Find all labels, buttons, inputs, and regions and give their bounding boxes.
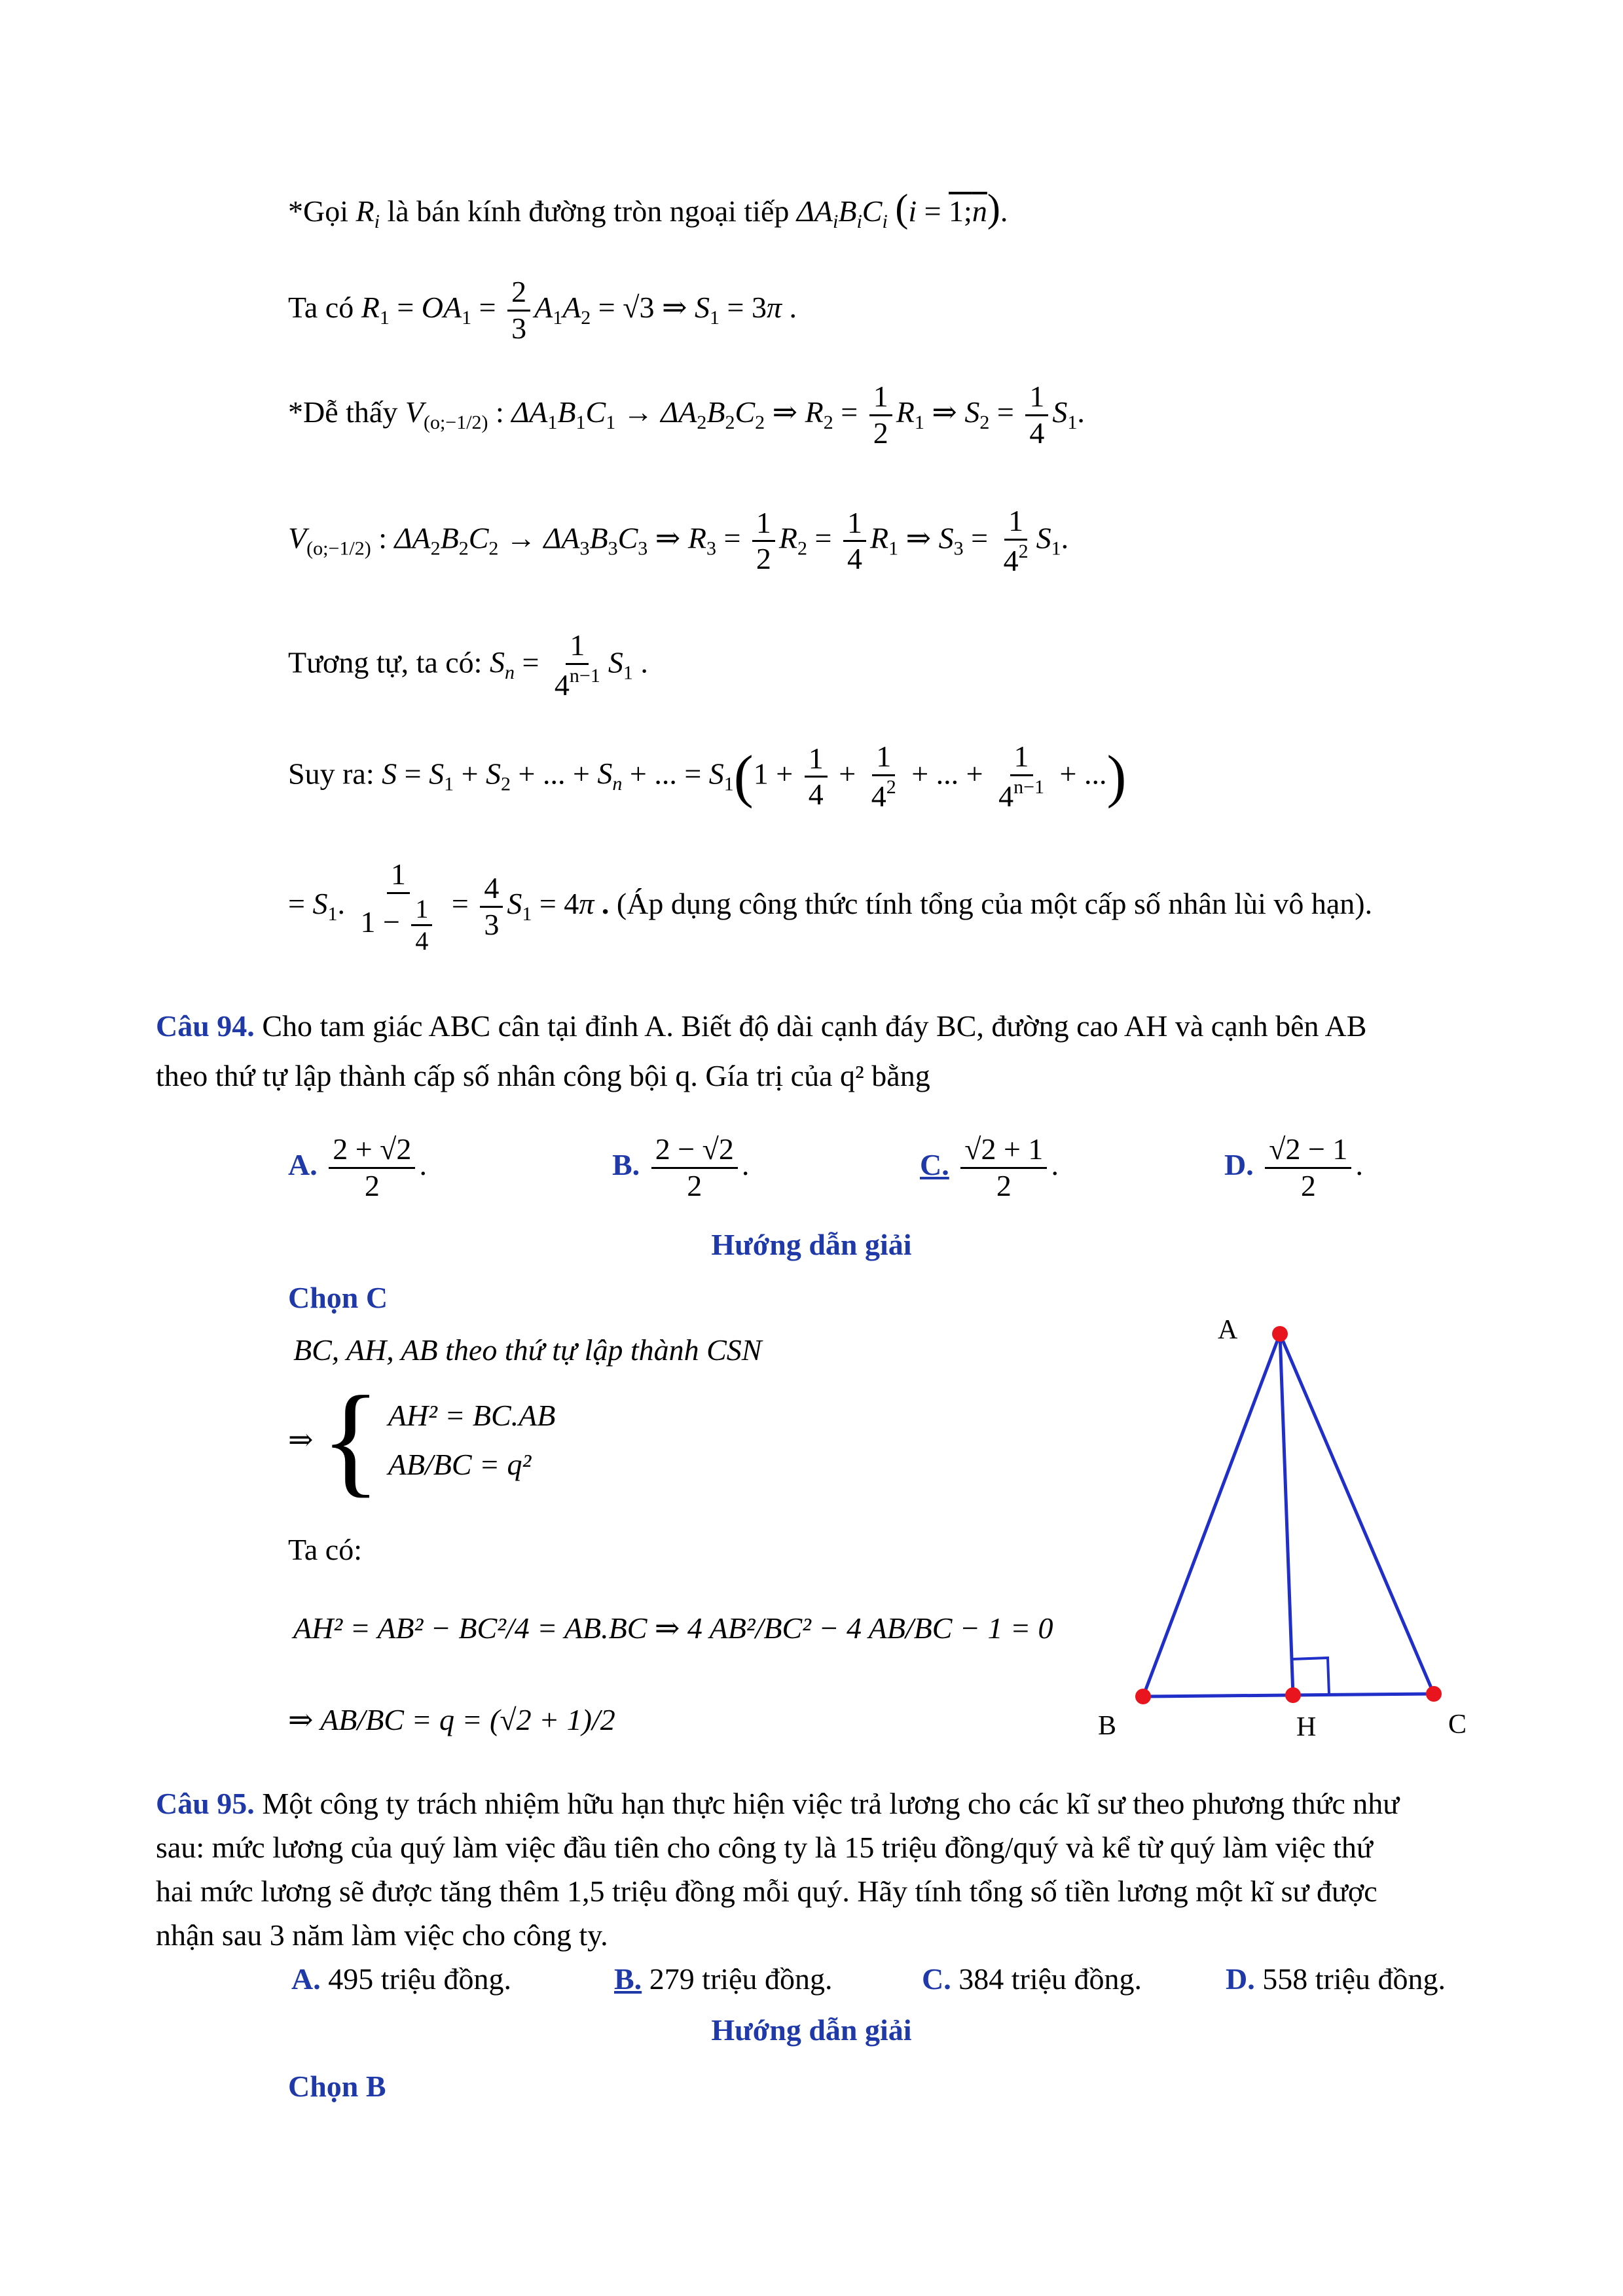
label-C: C [1448,1710,1467,1740]
q95-text-line2: sau: mức lương của quý làm việc đầu tiên cho công ty là 15 triệu đồng/quý và kể từ quý làm việc thứ [156,1831,1373,1864]
q94-option-b[interactable]: B. $\frac{2 - √2}{2}$ . [612,1132,750,1202]
sol93-line6: Suy ra: $S = S_1 + S_2$ + ... + $S_n$ + ... = $S_1(1$ + $\frac{1}{4}$ + $\frac{1}{4^2}$ + ... + $\frac{1}{4^{n-1}}$ + ...) [288,740,1127,813]
q94-guide-title: Hướng dẫn giải [711,1228,912,1261]
q94-choose: Chọn C [288,1281,388,1314]
sol93-line7: = $S_1$. 1 1 − $\frac{1}{4}$ = $\frac{4}{3}$ $S_1 = 4\pi$ . (Áp dụng công thức tính tổng của một cấp số nhân lùi vô hạn). [288,857,1373,956]
triangle-figure [1080,1296,1525,1754]
point-h [1285,1687,1301,1703]
sol93-line3: *Dễ thấy $V_{(o;-1/2)}$ : $\Delta A_1B_1C_1 \to \Delta A_2B_2C_2$ ⇒ $R_2$ = $\frac{1}{2}$ $R_1$ ⇒ $S_2$ = $\frac{1}{4}$ $S_1$. [288,380,1085,450]
q95-option-d[interactable]: D. 558 triệu đồng. [1226,1962,1446,1996]
q94-step5: AH² = AB² − BC²/4 = AB.BC ⇒ 4 AB²/BC² − 4 AB/BC − 1 = 0 [293,1611,1053,1645]
right-angle-mark [1292,1658,1329,1694]
altitude-ah [1280,1334,1293,1695]
sol93-line2: Ta có $R_1 = OA_1$ = $\frac{2}{3}$ $A_1A_2 = √3$ ⇒ $S_1 = 3\pi$ . [288,275,797,345]
side-ac [1280,1334,1434,1694]
q95-option-b[interactable]: B. 279 triệu đồng. [614,1962,833,1996]
q94-step1: BC, AH, AB theo thứ tự lập thành CSN [293,1333,762,1367]
label-H: H [1296,1712,1317,1742]
point-c [1426,1686,1442,1702]
label-A: A [1218,1315,1238,1345]
triangle-lines [1143,1334,1434,1696]
q94-option-d[interactable]: D. $\frac{√2 - 1}{2}$ . [1224,1132,1363,1202]
q94-system: ⇒ { AH² = BC.AB AB/BC = q² [288,1371,556,1509]
q95-text-line1: Câu 95. Một công ty trách nhiệm hữu hạn thực hiện việc trả lương cho các kĩ sư theo phương thức như [156,1787,1400,1820]
q94-option-c[interactable]: C. $\frac{√2 + 1}{2}$ . [920,1132,1059,1202]
q95-guide-title: Hướng dẫn giải [711,2013,912,2047]
q95-text-line4: nhận sau 3 năm làm việc cho công ty. [156,1918,608,1952]
label-B: B [1098,1711,1117,1741]
side-ab [1143,1334,1280,1696]
q95-option-a[interactable]: A. 495 triệu đồng. [291,1962,512,1996]
point-b [1135,1689,1151,1704]
q95-option-c[interactable]: C. 384 triệu đồng. [922,1962,1142,1996]
sol93-line1: *Gọi $R_i$ là bán kính đường tròn ngoại tiếp $\Delta A_iB_iC_i$ (i = 1;n). [288,187,1008,232]
q95-text-line3: hai mức lương sẽ được tăng thêm 1,5 triệu đồng mỗi quý. Hãy tính tổng số tiền lương một kĩ sư được [156,1874,1377,1908]
q95-choose: Chọn B [288,2070,386,2103]
q94-step4: Ta có: [288,1533,363,1566]
sol93-line4: $V_{(o;-1/2)}$ : $\Delta A_2B_2C_2 \to \Delta A_3B_3C_3$ ⇒ $R_3$ = $\frac{1}{2}$ $R_2$ = $\frac{1}{4}$ $R_1$ ⇒ $S_3$ = $\frac{1}{4^2}$ $S_1$. [288,504,1069,577]
q94-step6: ⇒ AB/BC = q = (√2 + 1)/2 [288,1703,615,1736]
q94-text-line1: Câu 94. Cho tam giác ABC cân tại đỉnh A. Biết độ dài cạnh đáy BC, đường cao AH và cạnh bên AB [156,1009,1367,1043]
q94-option-a[interactable]: A. $\frac{2 + √2}{2}$ . [288,1132,427,1202]
q94-text-line2: theo thứ tự lập thành cấp số nhân công bội q. Gía trị của q² bằng [156,1059,930,1092]
sol93-line5: Tương tự, ta có: $S_n$ = $\frac{1}{4^{n-1}}$ $S_1$ . [288,628,648,702]
point-a [1272,1326,1288,1342]
